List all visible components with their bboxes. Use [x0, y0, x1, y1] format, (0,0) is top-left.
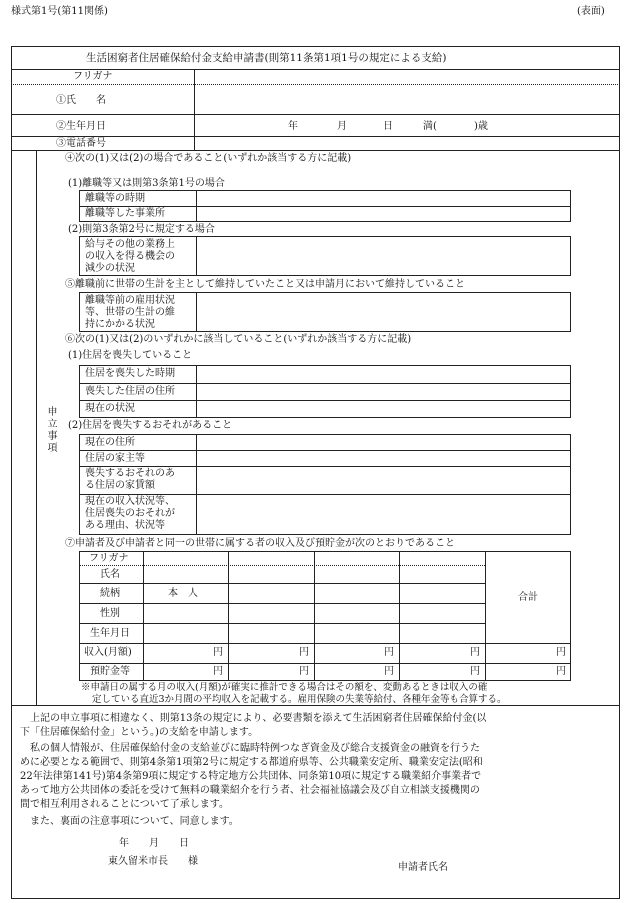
household-income-table [79, 551, 571, 681]
row-employment-status-1: 離職等前の雇用状況 [85, 295, 175, 306]
col-relationship: 続柄 [100, 588, 120, 599]
row-housing-loss-date: 住居を喪失した時期 [85, 368, 175, 379]
col-income: 収入(月額) [84, 647, 132, 658]
birth-day: 日 [383, 121, 393, 132]
col-name: 氏名 [100, 569, 120, 580]
row-employment-status-3: 持にかかる状況 [85, 319, 155, 330]
section-7-title: ⑦申請者及び申請者と同一の世帯に属する者の収入及び預貯金が次のとおりであること [65, 538, 455, 549]
row-employment-status-2: 等、世帯の生計の維 [85, 307, 175, 318]
yen-savings-2: 円 [299, 666, 309, 677]
yen-income-2: 円 [299, 647, 309, 658]
row-job-loss-employer: 離職等した事業所 [85, 208, 165, 219]
col-sex: 性別 [100, 608, 120, 619]
yen-income-3: 円 [384, 647, 394, 658]
privacy-a: 私の個人情報が、住居確保給付金の支給並びに臨時特例つなぎ資金及び総合支援資金の融資を行うた [20, 743, 480, 754]
privacy-e: 間で相互利用されることについて了承します。 [20, 799, 229, 810]
total-label: 合計 [518, 592, 538, 603]
section-4-sub1: (1)離職等又は則第3条第1号の場合 [68, 178, 225, 189]
row-rent-1: 喪失するおそれのあ [85, 468, 175, 479]
applicant-name-label: 申請者氏名 [398, 862, 448, 873]
date-field: 年 月 日 [119, 838, 189, 849]
declaration-1a: 上記の申立事項に相違なく、則第13条の規定により、必要書類を添えて生活困窮者住居確保給付金(以 [20, 713, 487, 724]
note-line-2: 定している直近3か月間の平均収入を記載する。雇用保険の失業等給付、各種年金等も合算する。 [92, 694, 507, 705]
row-income-decrease-3: 減少の状況 [85, 263, 135, 274]
row-landlord: 住居の家主等 [85, 453, 145, 464]
section-4-title: ④次の(1)又は(2)の場合であること(いずれか該当する方に記載) [65, 153, 352, 164]
row-income-reason-3: ある理由、状況等 [85, 520, 165, 531]
row-lost-address: 喪失した住居の住所 [85, 386, 175, 397]
note-line-1: ※申請日の属する月の収入(月額)が確実に推計できる場合はその額を、変動あるときは収入の確 [81, 682, 488, 693]
privacy-d: あって地方公共団体の委託を受けて無料の職業紹介を行う者、社会福祉協議会及び自立相談支援機関の [20, 785, 480, 796]
form-title: 生活困窮者住居確保給付金支給申請書(則第11条第1項1号の規定による支給) [86, 52, 447, 64]
side-label-front: (表面) [577, 6, 605, 17]
section-5-title: ⑤離職前に世帯の生計を主として維持していたこと又は申請月において維持していること [65, 279, 465, 290]
yen-savings-3: 円 [384, 666, 394, 677]
age-suffix: )歳 [474, 121, 488, 132]
col-birthdate: 生年月日 [90, 628, 130, 639]
birth-label: ②生年月日 [56, 121, 106, 132]
phone-label: ③電話番号 [56, 138, 106, 149]
section-6-sub2: (2)住居を喪失するおそれがあること [68, 420, 233, 431]
row-rent-2: る住居の家賃額 [85, 480, 155, 491]
yen-savings-total: 円 [556, 666, 566, 677]
side-label-statements: 申立事項 [45, 406, 56, 454]
relationship-self: 本 人 [168, 588, 198, 599]
row-income-reason-1: 現在の収入状況等、 [85, 496, 175, 507]
yen-income-1: 円 [213, 647, 223, 658]
row-job-loss-period: 離職等の時期 [85, 193, 145, 204]
name-label: ①氏 名 [56, 95, 106, 106]
yen-savings-4: 円 [470, 666, 480, 677]
yen-savings-1: 円 [213, 666, 223, 677]
consent-notes: また、裏面の注意事項について、同意します。 [20, 816, 239, 827]
section-6-sub1: (1)住居を喪失していること [68, 350, 193, 361]
row-income-reason-2: 住居喪失のおそれが [85, 508, 175, 519]
birth-month: 月 [337, 121, 347, 132]
row-current-address: 現在の住所 [85, 437, 135, 448]
row-income-decrease-1: 給与その他の業務上 [85, 239, 175, 250]
row-current-status: 現在の状況 [85, 403, 135, 414]
furigana-label: フリガナ [73, 71, 113, 82]
addressee: 東久留米市長 様 [108, 856, 198, 867]
age-prefix: 満( [423, 121, 437, 132]
declaration-1b: 下「住居確保給付金」という。)の支給を申請します。 [20, 727, 259, 738]
section-4-sub2: (2)則第3条第2号に規定する場合 [68, 224, 215, 235]
privacy-b: めに必要となる範囲で、則第4条第1項第2号に規定する都道府県等、公共職業安定所、職業安定法(昭和 [20, 757, 483, 768]
birth-year: 年 [288, 121, 298, 132]
section-6-title: ⑥次の(1)又は(2)のいずれかに該当していること(いずれか該当する方に記載) [65, 334, 412, 345]
form-id: 様式第1号(第11関係) [11, 6, 108, 17]
yen-income-4: 円 [470, 647, 480, 658]
col-savings: 預貯金等 [90, 666, 130, 677]
privacy-c: 22年法律第141号)第4条第9項に規定する特定地方公共団体、同条第10項に規定する職業紹介事業者で [20, 771, 482, 782]
col-furigana: フリガナ [89, 553, 129, 564]
row-income-decrease-2: の収入を得る機会の [85, 251, 175, 262]
yen-income-total: 円 [556, 647, 566, 658]
